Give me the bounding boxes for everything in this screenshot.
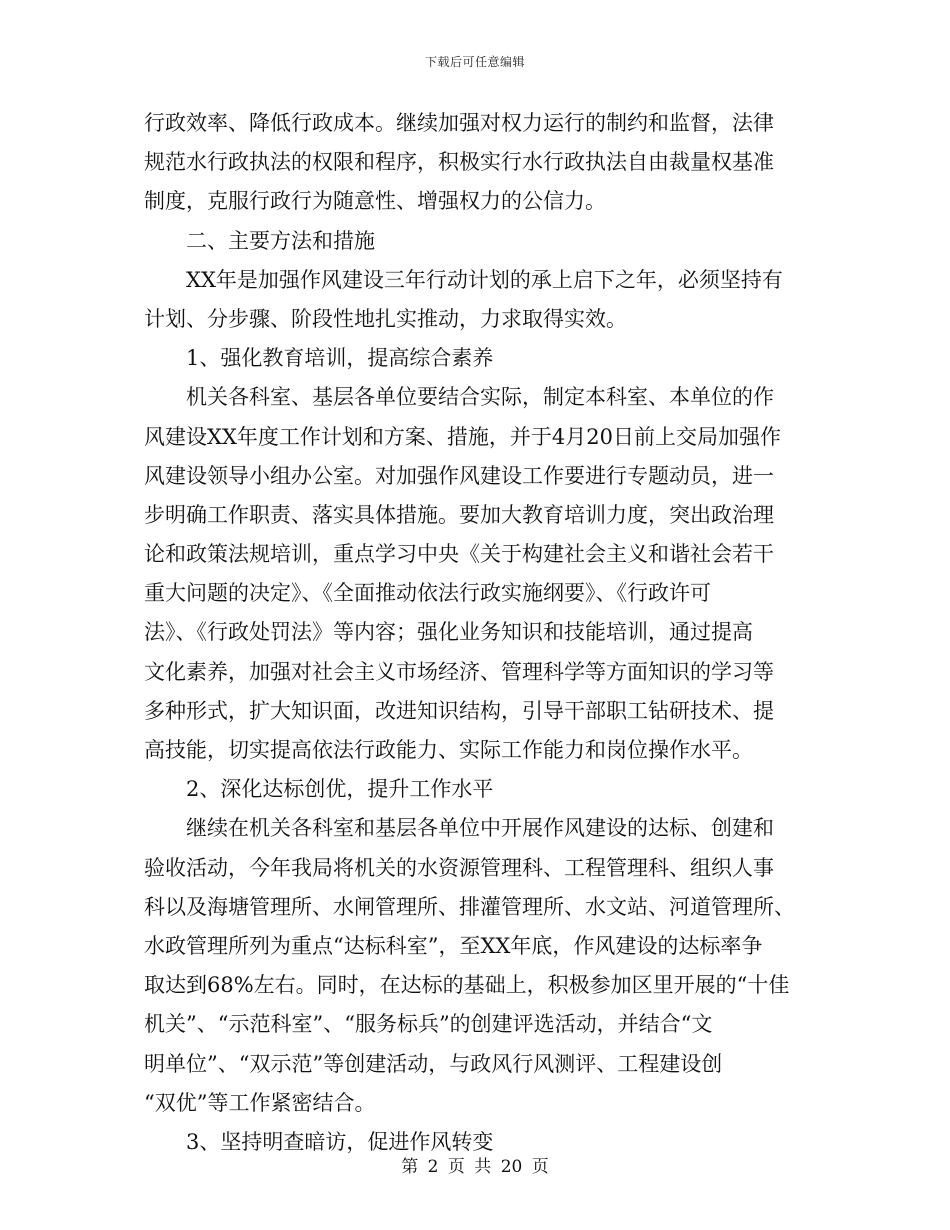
text-line: 机关各科室、基层各单位要结合实际，制定本科室、本单位的作: [186, 385, 774, 410]
text-line: 科以及海塘管理所、水闸管理所、排灌管理所、水文站、河道管理所、: [144, 894, 795, 919]
text-line: 计划、分步骤、阶段性地扎实推动，力求取得实效。: [144, 306, 627, 331]
page-footer: 第 2 页 共 20 页: [401, 1157, 549, 1177]
text-line: 论和政策法规培训，重点学习中央《关于构建社会主义和谐社会若干: [144, 542, 774, 567]
text-line: 步明确工作职责、落实具体措施。要加大教育培训力度，突出政治理: [144, 502, 774, 527]
text-line: XX年是加强作风建设三年行动计划的承上启下之年，必须坚持有: [186, 267, 783, 292]
text-line: 验收活动，今年我局将机关的水资源管理科、工程管理科、组织人事: [144, 855, 774, 880]
text-line: 水政管理所列为重点“达标科室”，至XX年底，作风建设的达标率争: [144, 933, 763, 958]
text-line: 1、强化教育培训，提高综合素养: [186, 346, 494, 371]
page-header: 下载后可任意编辑: [424, 55, 525, 69]
text-line: 二、主要方法和措施: [186, 228, 375, 253]
text-line: 机关”、“示范科室”、“服务标兵”的创建评选活动，并结合“文: [144, 1012, 713, 1037]
text-line: 2、深化达标创优，提升工作水平: [186, 777, 494, 802]
text-line: 风建设XX年度工作计划和方案、措施，并于4月20日前上交局加强作: [144, 424, 781, 449]
text-line: 取达到68%左右。同时，在达标的基础上，积极参加区里开展的“十佳: [144, 973, 790, 998]
text-line: 明单位”、“双示范”等创建活动，与政风行风测评、工程建设创: [144, 1051, 723, 1076]
text-line: 继续在机关各科室和基层各单位中开展作风建设的达标、创建和: [186, 816, 774, 841]
text-line: 制度，克服行政行为随意性、增强权力的公信力。: [144, 189, 606, 214]
text-line: 重大问题的决定》、《全面推动依法行政实施纲要》、《行政许可: [144, 581, 711, 606]
text-line: 3、坚持明查暗访，促进作风转变: [186, 1129, 494, 1154]
body-text: [144, 104, 812, 1162]
text-line: 高技能，切实提高依法行政能力、实际工作能力和岗位操作水平。: [144, 738, 753, 762]
text-line: 文化素养，加强对社会主义市场经济、管理科学等方面知识的学习等: [144, 659, 774, 684]
text-line: 行政效率、降低行政成本。继续加强对权力运行的制约和监督，法律: [144, 111, 774, 135]
text-line: 风建设领导小组办公室。对加强作风建设工作要进行专题动员，进一: [144, 463, 774, 488]
text-line: 规范水行政执法的权限和程序，积极实行水行政执法自由裁量权基准: [144, 150, 774, 175]
text-line: 法》、《行政处罚法》等内容；强化业务知识和技能培训，通过提高: [144, 620, 753, 645]
text-line: 多种形式，扩大知识面，改进知识结构，引导干部职工钻研技术、提: [144, 698, 774, 723]
text-line: “双优”等工作紧密结合。: [144, 1090, 376, 1115]
